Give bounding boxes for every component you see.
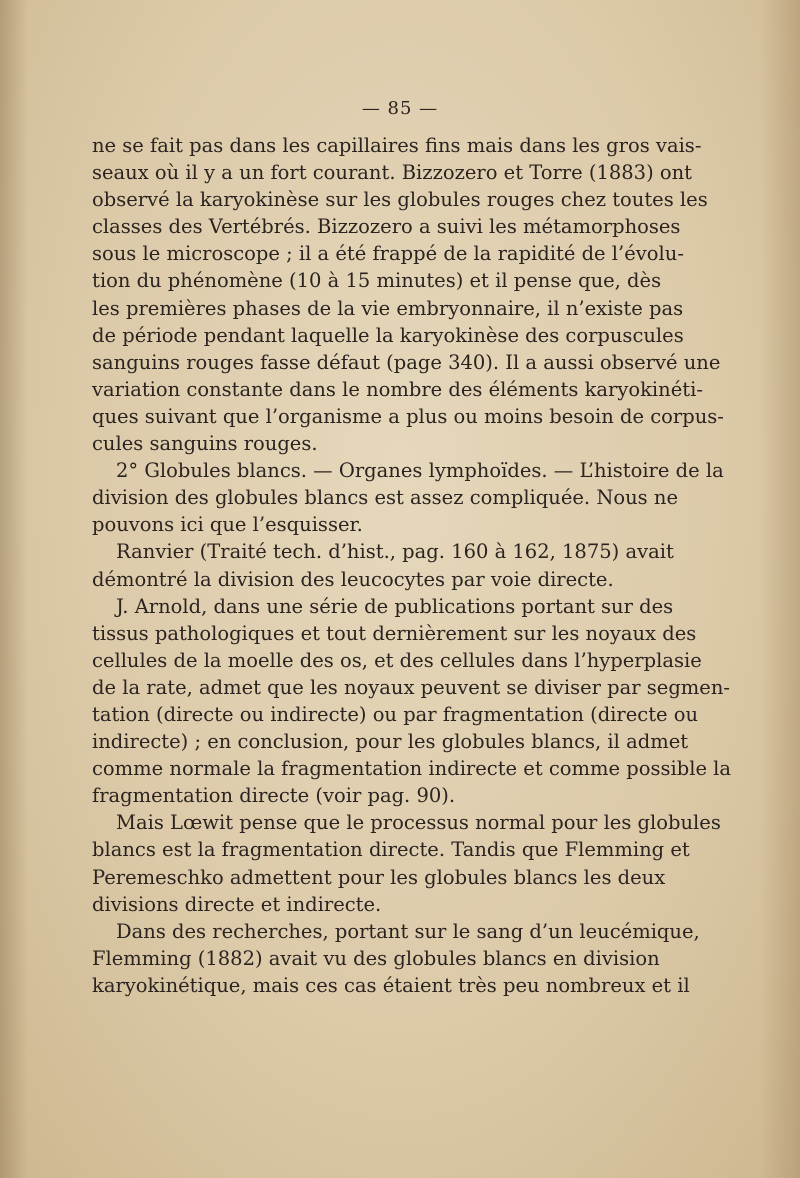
text-line: sous le microscope ; il a été frappé de la rapidité de l’évolu- [92,242,684,266]
text-line: cellules de la moelle des os, et des cellules dans l’hyperplasie [92,648,702,672]
text-line: seaux où il y a un fort courant. Bizzozero et Torre (1883) ont [92,161,693,185]
page-edge-shadow-right [760,0,800,1178]
text-line: tation (directe ou indirecte) ou par fragmentation (directe ou [92,702,699,726]
text-line: karyokinétique, mais ces cas étaient très peu nombreux et il [92,973,690,997]
text-line: blancs est la fragmentation directe. Tandis que Flemming et [92,838,690,862]
text-line: comme normale la fragmentation indirecte et comme possible la [92,757,732,781]
text-line: sanguins rouges fasse défaut (page 340). Il a aussi observé une [92,350,721,374]
text-line: indirecte) ; en conclusion, pour les globules blancs, il admet [92,730,689,754]
text-line: Dans des recherches, portant sur le sang d’un leucémique, [116,919,700,943]
text-line: les premières phases de la vie embryonnaire, il n’existe pas [92,296,684,320]
text-line: divisions directe et indirecte. [92,892,382,916]
text-line: observé la karyokinèse sur les globules rouges chez toutes les [92,188,708,212]
text-line: démontré la division des leucocytes par voie directe. [92,567,614,591]
text-line: variation constante dans le nombre des éléments karyokinéti- [92,377,703,401]
text-line: fragmentation directe (voir pag. 90). [92,784,456,808]
text-line: tion du phénomène (10 à 15 minutes) et il pense que, dès [92,269,662,293]
page-number: — 85 — [361,98,439,119]
text-line: ne se fait pas dans les capillaires fins mais dans les gros vais- [92,134,702,157]
text-line: ques suivant que l’organisme a plus ou moins besoin de corpus- [92,404,724,428]
text-line: division des globules blancs est assez compliquée. Nous ne [92,486,678,510]
text-line: Peremeschko admettent pour les globules blancs les deux [92,865,666,889]
text-line: Flemming (1882) avait vu des globules blancs en division [92,946,660,970]
page-edge-shadow-left [0,0,28,1178]
text-line: J. Arnold, dans une série de publications portant sur des [116,594,674,618]
text-line: tissus pathologiques et tout dernièrement sur les noyaux des [92,621,697,645]
body-text [92,132,732,999]
text-line: pouvons ici que l’esquisser. [92,513,363,537]
text-line: Ranvier (Traité tech. d’hist., pag. 160 à 162, 1875) avait [116,540,674,564]
text-line: classes des Vertébrés. Bizzozero a suivi les métamorphoses [92,215,681,239]
text-line: de la rate, admet que les noyaux peuvent se diviser par segmen- [92,675,730,699]
text-line: Mais Lœwit pense que le processus normal pour les globules [116,811,721,835]
text-line: de période pendant laquelle la karyokinèse des corpuscules [92,323,684,347]
text-line: cules sanguins rouges. [92,432,318,456]
section-heading-line: 2° Globules blancs. — Organes lymphoïdes. — L’histoire de la [116,459,724,483]
